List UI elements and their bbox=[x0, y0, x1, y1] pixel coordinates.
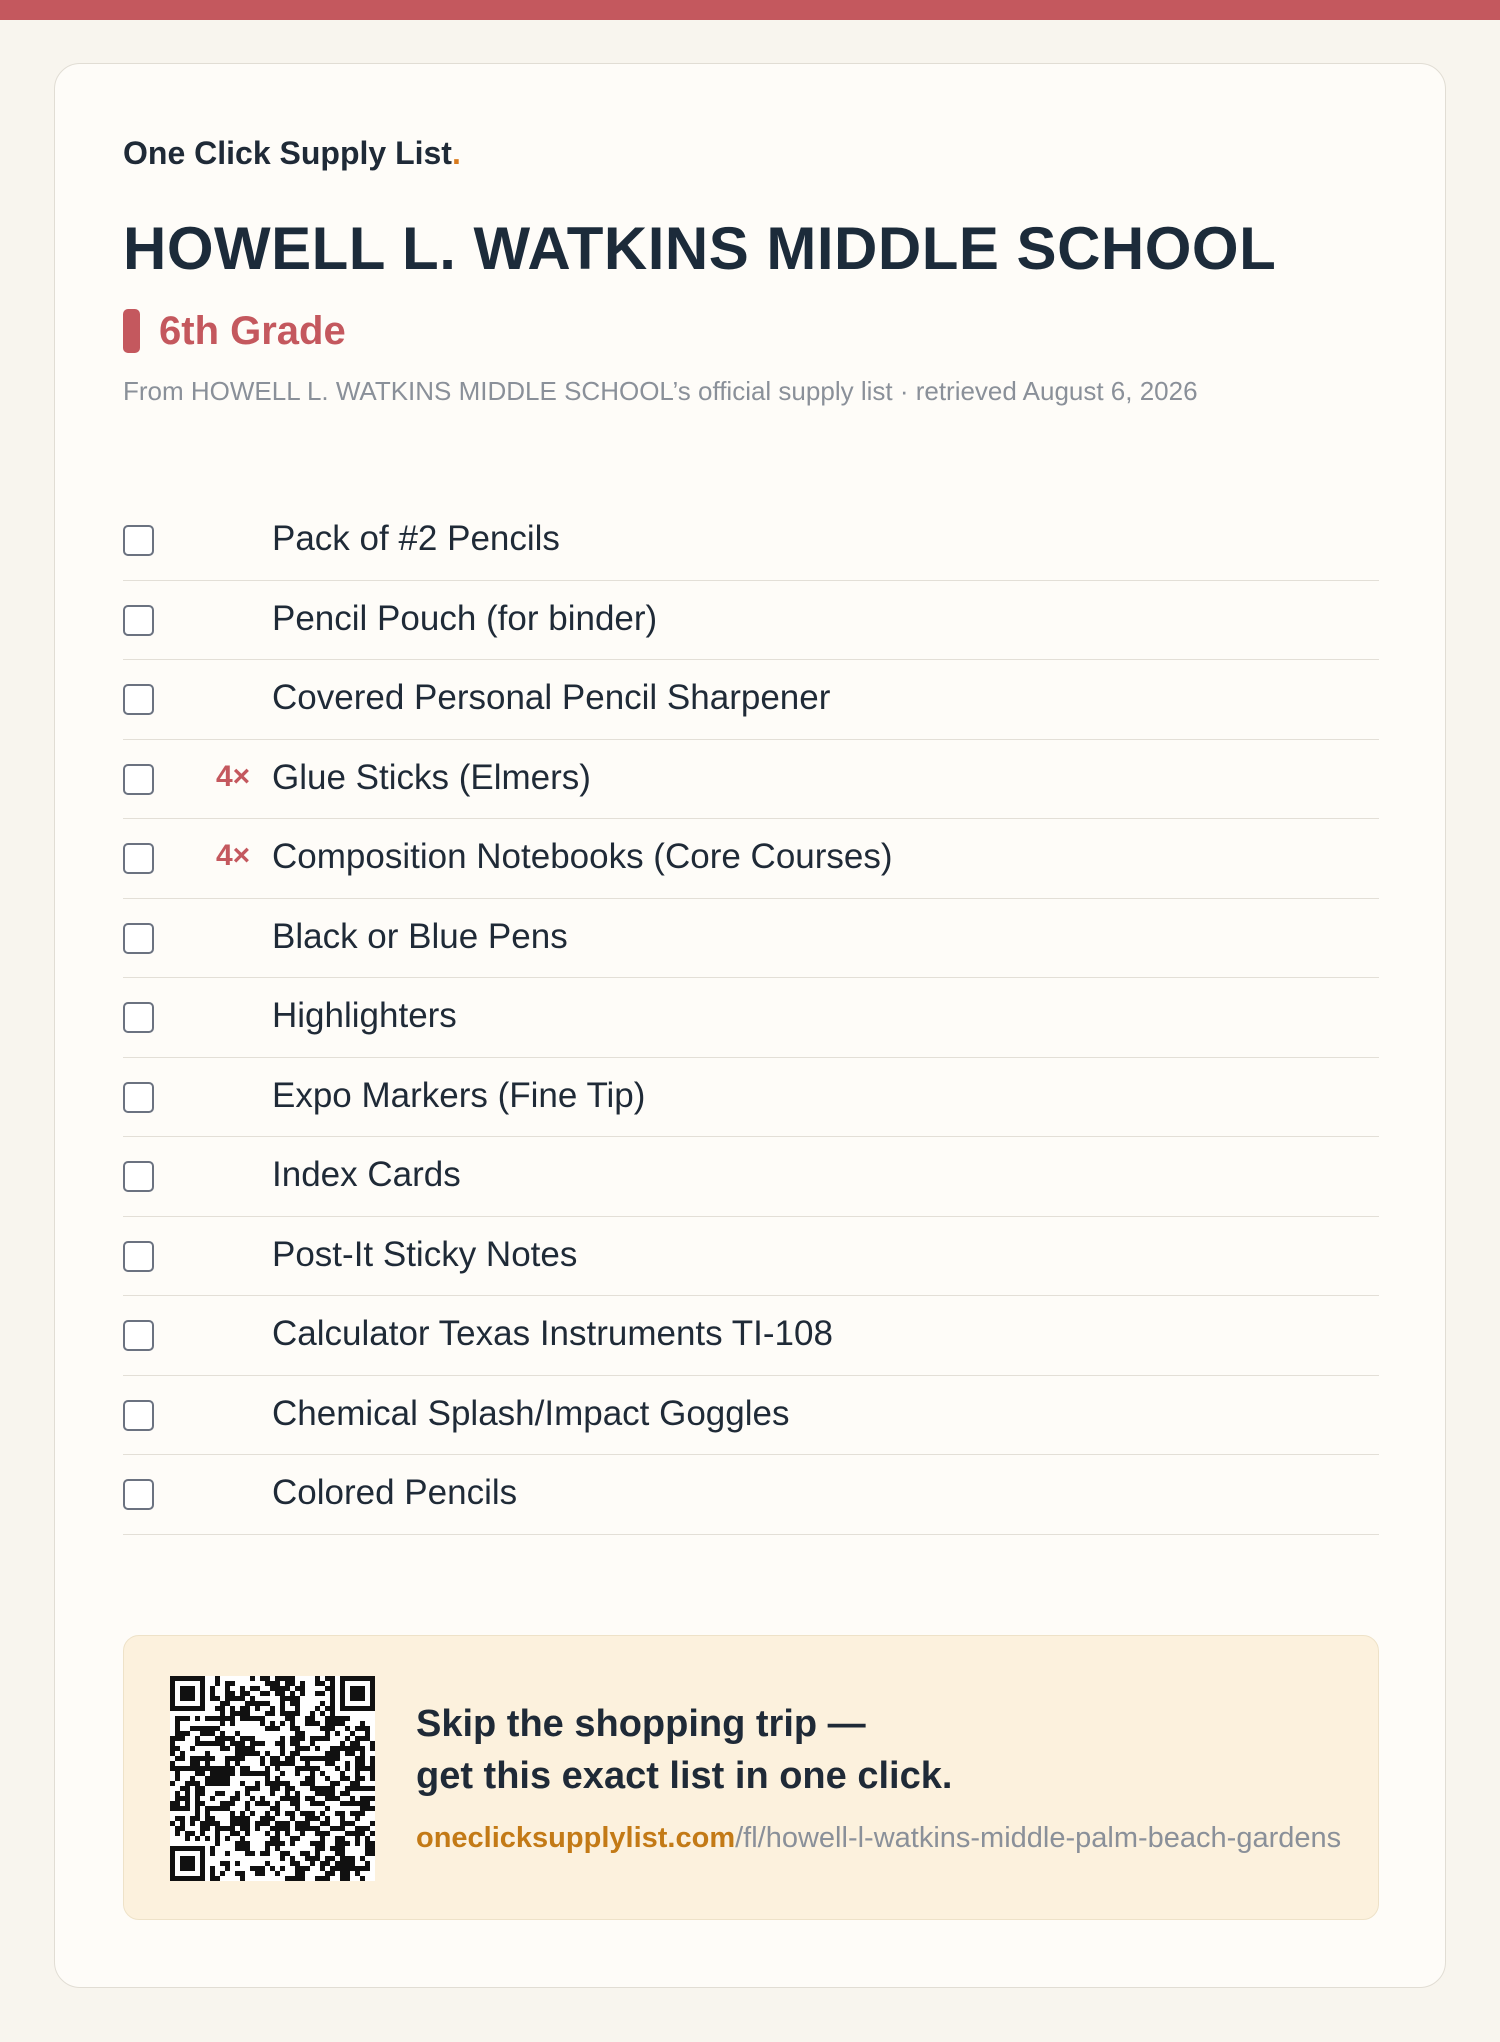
list-item[interactable] bbox=[123, 1058, 1379, 1138]
item-name: Chemical Splash/Impact Goggles bbox=[272, 1393, 790, 1433]
item-checkbox[interactable] bbox=[123, 684, 154, 715]
item-name: Colored Pencils bbox=[272, 1473, 518, 1512]
list-item[interactable] bbox=[123, 1217, 1379, 1297]
supply-list-card bbox=[54, 63, 1446, 1988]
grade-marker bbox=[123, 309, 140, 353]
list-item[interactable] bbox=[123, 1376, 1379, 1456]
item-checkbox[interactable] bbox=[123, 764, 154, 795]
list-item[interactable] bbox=[123, 1137, 1379, 1217]
item-checkbox[interactable] bbox=[123, 1479, 154, 1510]
qr-code-icon[interactable] bbox=[170, 1676, 375, 1881]
item-name: Pack of #2 Pencils bbox=[272, 519, 560, 558]
brand-name: One Click Supply List bbox=[123, 135, 452, 171]
item-name: Covered Personal Pencil Sharpener bbox=[272, 678, 831, 717]
item-checkbox[interactable] bbox=[123, 1082, 154, 1113]
item-checkbox[interactable] bbox=[123, 923, 154, 954]
item-checkbox[interactable] bbox=[123, 843, 154, 874]
item-name: Glue Sticks (Elmers) bbox=[272, 757, 591, 797]
brand-logo bbox=[123, 135, 461, 172]
list-item[interactable] bbox=[123, 899, 1379, 979]
promo-link[interactable] bbox=[416, 1822, 1341, 1855]
source-attribution: From HOWELL L. WATKINS MIDDLE SCHOOL’s official supply list · retrieved August 6, 2026 bbox=[123, 376, 1198, 406]
item-name: Post-It Sticky Notes bbox=[272, 1234, 578, 1274]
item-name: Expo Markers (Fine Tip) bbox=[272, 1075, 646, 1115]
item-quantity: 4× bbox=[216, 839, 251, 872]
item-name: Index Cards bbox=[272, 1155, 461, 1194]
school-title: HOWELL L. WATKINS MIDDLE SCHOOL bbox=[123, 215, 1277, 282]
top-accent-bar bbox=[0, 0, 1500, 20]
item-quantity: 4× bbox=[216, 759, 251, 793]
item-name: Calculator Texas Instruments TI-108 bbox=[272, 1314, 833, 1353]
item-name: Highlighters bbox=[272, 996, 457, 1035]
promo-link-domain[interactable]: oneclicksupplylist.com bbox=[416, 1822, 736, 1854]
item-checkbox[interactable] bbox=[123, 525, 154, 556]
item-name: Composition Notebooks (Core Courses) bbox=[272, 837, 893, 876]
item-checkbox[interactable] bbox=[123, 1400, 154, 1431]
item-checkbox[interactable] bbox=[123, 1002, 154, 1033]
list-item[interactable] bbox=[123, 1296, 1379, 1376]
grade-heading bbox=[123, 309, 346, 353]
promo-headline-line2: get this exact list in one click. bbox=[416, 1755, 953, 1797]
list-item[interactable] bbox=[123, 581, 1379, 661]
list-item[interactable] bbox=[123, 501, 1379, 581]
item-checkbox[interactable] bbox=[123, 1320, 154, 1351]
list-item[interactable] bbox=[123, 978, 1379, 1058]
list-item[interactable] bbox=[123, 740, 1379, 820]
item-checkbox[interactable] bbox=[123, 1241, 154, 1272]
list-item[interactable] bbox=[123, 1455, 1379, 1535]
item-checkbox[interactable] bbox=[123, 1161, 154, 1192]
promo-banner bbox=[123, 1635, 1379, 1920]
promo-headline bbox=[416, 1698, 952, 1802]
item-name: Pencil Pouch (for binder) bbox=[272, 598, 658, 638]
list-item[interactable] bbox=[123, 819, 1379, 899]
grade-label: 6th Grade bbox=[159, 308, 346, 353]
item-name: Black or Blue Pens bbox=[272, 916, 568, 956]
supply-list bbox=[123, 501, 1379, 1535]
item-checkbox[interactable] bbox=[123, 605, 154, 636]
brand-dot: . bbox=[451, 135, 461, 171]
list-item[interactable] bbox=[123, 660, 1379, 740]
promo-link-path[interactable]: /fl/howell-l-watkins-middle-palm-beach-gardens bbox=[735, 1822, 1342, 1854]
promo-headline-line1: Skip the shopping trip — bbox=[416, 1703, 866, 1745]
